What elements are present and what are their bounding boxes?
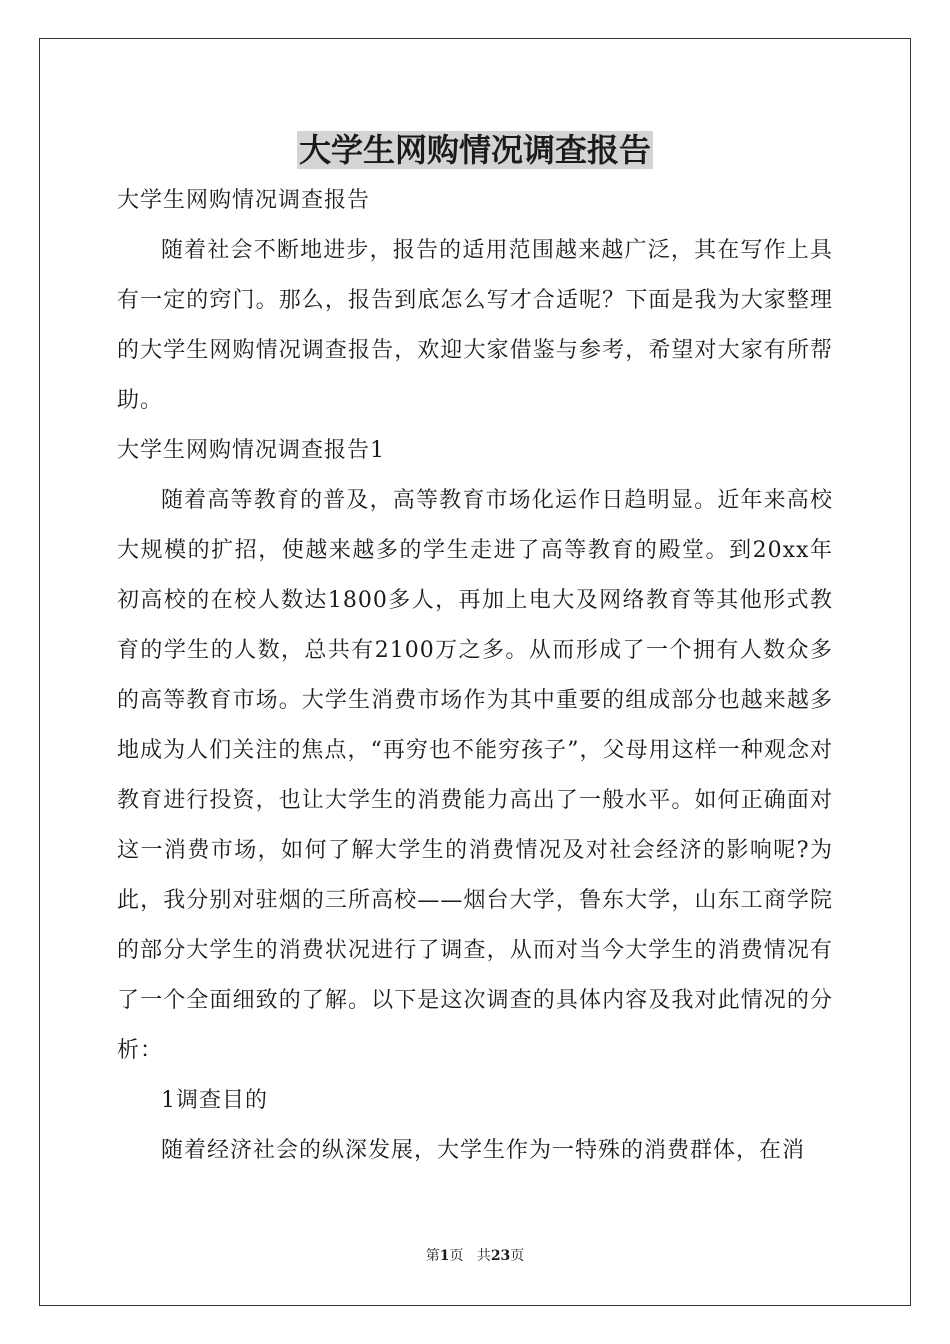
paragraph-heading: 大学生网购情况调查报告 bbox=[117, 188, 371, 213]
paragraph-subheading: 1调查目的 bbox=[161, 1088, 268, 1113]
footer-total-prefix: 共 bbox=[476, 1248, 491, 1264]
document-title bbox=[0, 128, 950, 172]
paragraph-intro: 随着社会不断地进步，报告的适用范围越来越广泛，其在写作上具有一定的窍门。那么，报告到底怎么写才合适呢？下面是我为大家整理的大学生网购情况调查报告，欢迎大家借鉴与参考，希望对大家有所帮助。 bbox=[117, 238, 833, 413]
paragraph-continuation: 随着经济社会的纵深发展，大学生作为一特殊的消费群体，在消 bbox=[161, 1138, 806, 1163]
footer-prefix: 第 bbox=[425, 1248, 440, 1264]
footer-page-number: 1 bbox=[439, 1248, 450, 1264]
document-title-text: 大学生网购情况调查报告 bbox=[298, 131, 651, 169]
footer-total-suffix: 页 bbox=[510, 1248, 525, 1264]
paragraph-main: 随着高等教育的普及，高等教育市场化运作日趋明显。近年来高校大规模的扩招，使越来越多的学生走进了高等教育的殿堂。到20xx年初高校的在校人数达1800多人，再加上电大及网络教育等其他形式教育的学生的人数，总共有2100万之多。从而形成了一个拥有人数众多的高等教育市场。大学生消费市场作为其中重要的组成部分也越来越多地成为人们关注的焦点，“再穷也不能穷孩子”，父母用这样一种观念对教育进行投资，也让大学生的消费能力高出了一般水平。如何正确面对这一消费市场，如何了解大学生的消费情况及对社会经济的影响呢?为此，我分别对驻烟的三所高校——烟台大学，鲁东大学，山东工商学院的部分大学生的消费状况进行了调查，从而对当今大学生的消费情况有了一个全面细致的了解。以下是这次调查的具体内容及我对此情况的分析： bbox=[117, 488, 833, 1063]
paragraph-section-heading: 大学生网购情况调查报告1 bbox=[117, 438, 385, 463]
footer-page-suffix: 页 bbox=[449, 1248, 464, 1264]
footer-total-pages: 23 bbox=[490, 1248, 511, 1264]
page-footer bbox=[0, 1246, 950, 1266]
document-body bbox=[117, 176, 833, 1176]
